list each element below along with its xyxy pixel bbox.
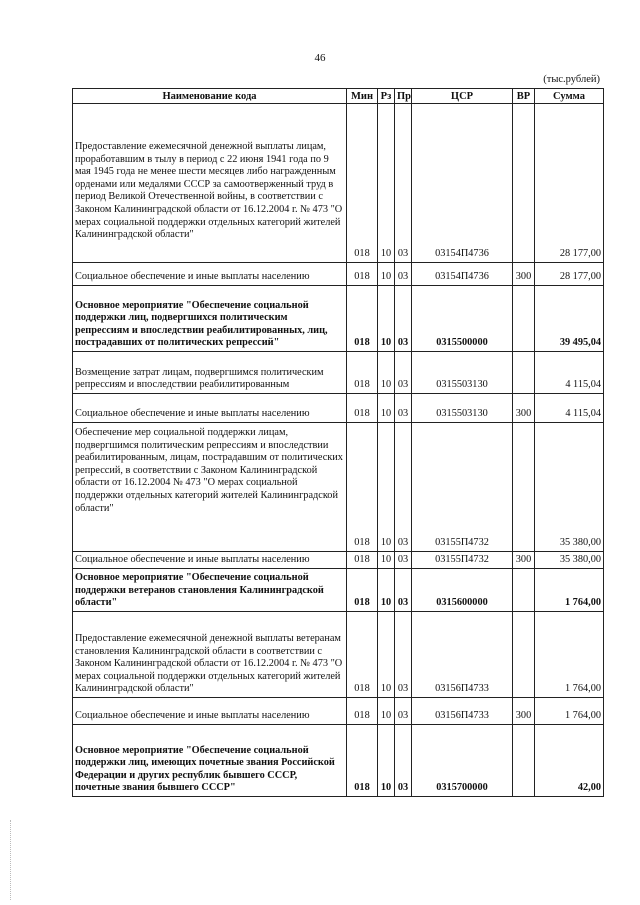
row-pr: 03	[395, 352, 412, 394]
row-rz: 10	[378, 552, 395, 569]
row-rz: 10	[378, 286, 395, 352]
row-min: 018	[347, 263, 378, 286]
row-sum: 35 380,00	[535, 552, 604, 569]
row-vr	[513, 104, 535, 263]
row-sum: 28 177,00	[535, 104, 604, 263]
row-name: Социальное обеспечение и иные выплаты населению	[73, 698, 347, 725]
row-vr: 300	[513, 394, 535, 423]
row-name: Обеспечение мер социальной поддержки лицам, подвергшимся политическим репрессиям и впоследствии реабилитированным, лицам, пострадавшим от политических репрессий, в соответствии с Законом Калининградской области от 16.12.2004 № 473 "О мерах социальной поддержки отдельных категорий жителей Калининградской области"	[73, 423, 347, 552]
row-pr: 03	[395, 569, 412, 612]
row-pr: 03	[395, 698, 412, 725]
row-pr: 03	[395, 725, 412, 797]
row-name: Предоставление ежемесячной денежной выплаты лицам, проработавшим в тылу в период с 22 июня 1941 года по 9 мая 1945 года не менее шести месяцев либо награжденным орденами или медалями СССР за самоотверженный труд в период Великой Отечественной войны, в соответствии с Законом Калининградской области от 16.12.2004 г. № 473 "О мерах социальной поддержки отдельных категорий жителей Калининградской области"	[73, 104, 347, 263]
row-vr	[513, 612, 535, 698]
table-row	[73, 698, 604, 725]
header-csr: ЦСР	[412, 89, 513, 104]
row-vr: 300	[513, 552, 535, 569]
row-name: Основное мероприятие "Обеспечение социальной поддержки ветеранов становления Калининградской области"	[73, 569, 347, 612]
row-vr	[513, 423, 535, 552]
table-row	[73, 612, 604, 698]
row-pr: 03	[395, 612, 412, 698]
row-min: 018	[347, 725, 378, 797]
scan-margin-marks	[10, 820, 14, 900]
row-sum: 35 380,00	[535, 423, 604, 552]
row-sum: 42,00	[535, 725, 604, 797]
table-row	[73, 725, 604, 797]
row-name: Социальное обеспечение и иные выплаты населению	[73, 552, 347, 569]
row-name: Предоставление ежемесячной денежной выплаты ветеранам становления Калининградской области в соответствии с Законом Калининградской области от 16.12.2004 г. № 473 "О мерах социальной поддержки отдельных категорий жителей Калининградской области"	[73, 612, 347, 698]
row-min: 018	[347, 552, 378, 569]
table-row	[73, 569, 604, 612]
row-rz: 10	[378, 698, 395, 725]
row-min: 018	[347, 352, 378, 394]
row-csr: 03155П4732	[412, 552, 513, 569]
row-csr: 0315503130	[412, 352, 513, 394]
row-pr: 03	[395, 423, 412, 552]
row-name: Возмещение затрат лицам, подвергшимся политическим репрессиям и впоследствии реабилитированным	[73, 352, 347, 394]
row-sum: 4 115,04	[535, 352, 604, 394]
row-min: 018	[347, 612, 378, 698]
table-row	[73, 263, 604, 286]
row-min: 018	[347, 698, 378, 725]
row-csr: 0315500000	[412, 286, 513, 352]
row-pr: 03	[395, 394, 412, 423]
row-sum: 39 495,04	[535, 286, 604, 352]
header-rz: Рз	[378, 89, 395, 104]
row-pr: 03	[395, 286, 412, 352]
row-min: 018	[347, 394, 378, 423]
header-vr: ВР	[513, 89, 535, 104]
row-csr: 03156П4733	[412, 698, 513, 725]
row-name: Основное мероприятие "Обеспечение социальной поддержки лиц, имеющих почетные звания Российской Федерации и других республик бывшего СССР, почетные звания бывшего СССР"	[73, 725, 347, 797]
row-csr: 03154П4736	[412, 104, 513, 263]
row-vr: 300	[513, 698, 535, 725]
table-row	[73, 286, 604, 352]
table-row	[73, 552, 604, 569]
row-sum: 28 177,00	[535, 263, 604, 286]
row-rz: 10	[378, 725, 395, 797]
row-vr: 300	[513, 263, 535, 286]
row-sum: 1 764,00	[535, 612, 604, 698]
table-row	[73, 394, 604, 423]
header-name: Наименование кода	[73, 89, 347, 104]
row-vr	[513, 286, 535, 352]
row-min: 018	[347, 423, 378, 552]
row-name: Социальное обеспечение и иные выплаты населению	[73, 263, 347, 286]
table-row	[73, 423, 604, 552]
row-csr: 0315700000	[412, 725, 513, 797]
page-number: 46	[314, 52, 326, 64]
row-csr: 03155П4732	[412, 423, 513, 552]
row-pr: 03	[395, 552, 412, 569]
row-csr: 03154П4736	[412, 263, 513, 286]
row-sum: 4 115,04	[535, 394, 604, 423]
row-vr	[513, 725, 535, 797]
table-row	[73, 352, 604, 394]
row-min: 018	[347, 286, 378, 352]
row-name: Основное мероприятие "Обеспечение социальной поддержки лиц, подвергшихся политическим репрессиям и впоследствии реабилитированных, лиц, пострадавших от политических репрессий"	[73, 286, 347, 352]
row-sum: 1 764,00	[535, 569, 604, 612]
row-rz: 10	[378, 263, 395, 286]
row-rz: 10	[378, 104, 395, 263]
row-rz: 10	[378, 394, 395, 423]
row-pr: 03	[395, 104, 412, 263]
header-pr: Пр	[395, 89, 412, 104]
units-label: (тыс.рублей)	[543, 74, 600, 85]
row-csr: 0315503130	[412, 394, 513, 423]
row-csr: 0315600000	[412, 569, 513, 612]
row-sum: 1 764,00	[535, 698, 604, 725]
table-header-row	[73, 89, 604, 104]
row-rz: 10	[378, 352, 395, 394]
row-rz: 10	[378, 569, 395, 612]
budget-table	[72, 88, 604, 797]
table-row	[73, 104, 604, 263]
row-min: 018	[347, 569, 378, 612]
row-min: 018	[347, 104, 378, 263]
row-rz: 10	[378, 612, 395, 698]
row-rz: 10	[378, 423, 395, 552]
header-min: Мин	[347, 89, 378, 104]
header-sum: Сумма	[535, 89, 604, 104]
row-name: Социальное обеспечение и иные выплаты населению	[73, 394, 347, 423]
row-pr: 03	[395, 263, 412, 286]
row-vr	[513, 569, 535, 612]
row-csr: 03156П4733	[412, 612, 513, 698]
row-vr	[513, 352, 535, 394]
